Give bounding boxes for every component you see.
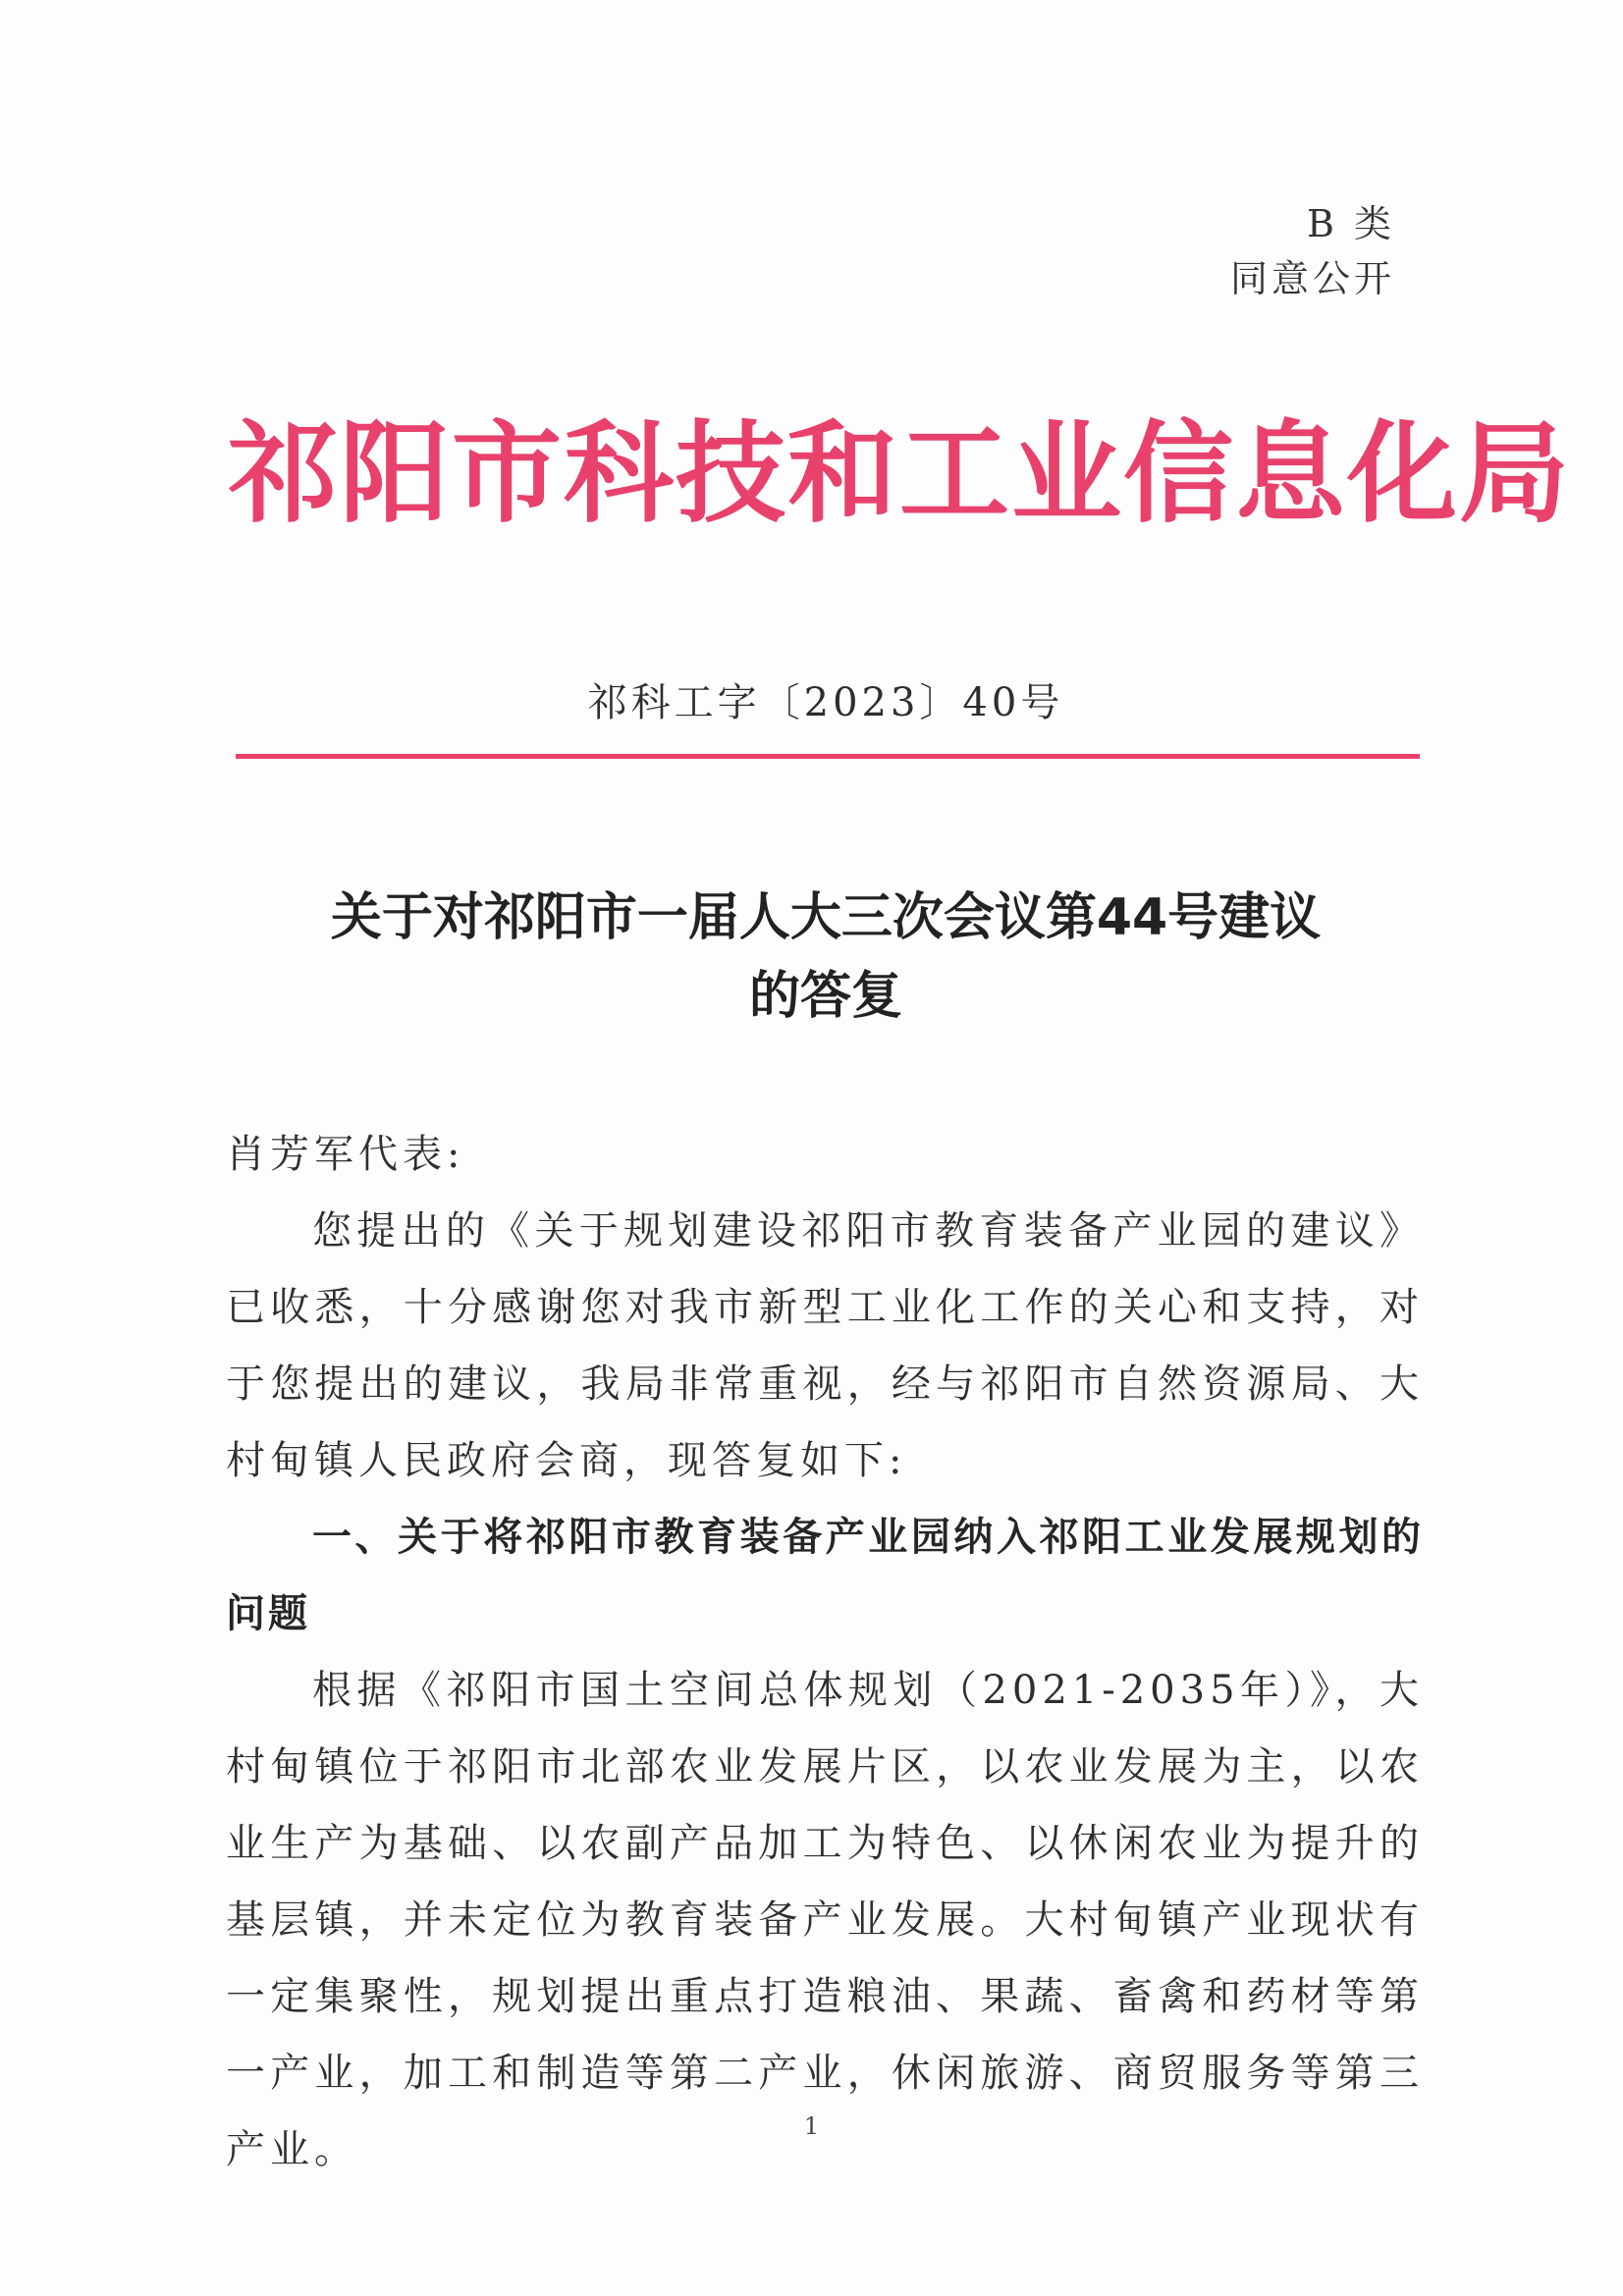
body-paragraph-1: 您提出的《关于规划建设祁阳市教育装备产业园的建议》已收悉，十分感谢您对我市新型工业化工作的关心和支持，对于您提出的建议，我局非常重视，经与祁阳市自然资源局、大村甸镇人民政府会商，现答复如下: <box>226 1208 1424 1483</box>
document-number: 祁科工字〔2023〕40号 <box>587 680 1064 725</box>
disclosure-label: 同意公开 <box>1229 257 1395 300</box>
organization-letterhead: 祁阳市科技和工业信息化局 <box>228 410 1571 538</box>
category-label: B 类 <box>1306 202 1395 245</box>
letterhead-divider <box>236 754 1420 759</box>
salutation: 肖芳军代表: <box>226 1132 465 1177</box>
document-body <box>226 1116 1424 2188</box>
page-number: 1 <box>803 2112 820 2140</box>
section-heading-1: 一、关于将祁阳市教育装备产业园纳入祁阳工业发展规划的问题 <box>226 1515 1424 1636</box>
body-paragraph-2: 根据《祁阳市国土空间总体规划（2021-2035年）》，大村甸镇位于祁阳市北部农业发展片区，以农业发展为主，以农业生产为基础、以农副产品加工为特色、以休闲农业为提升的基层镇，并未定位为教育装备产业发展。大村甸镇产业现状有一定集聚性，规划提出重点打造粮油、果蔬、畜禽和药材等第一产业，加工和制造等第二产业，休闲旅游、商贸服务等第三产业。 <box>226 1668 1424 2172</box>
classification-block <box>1230 196 1395 306</box>
document-title <box>228 879 1424 1036</box>
title-line-1: 关于对祁阳市一届人大三次会议第44号建议 <box>330 888 1322 947</box>
title-line-2: 的答复 <box>748 967 902 1026</box>
